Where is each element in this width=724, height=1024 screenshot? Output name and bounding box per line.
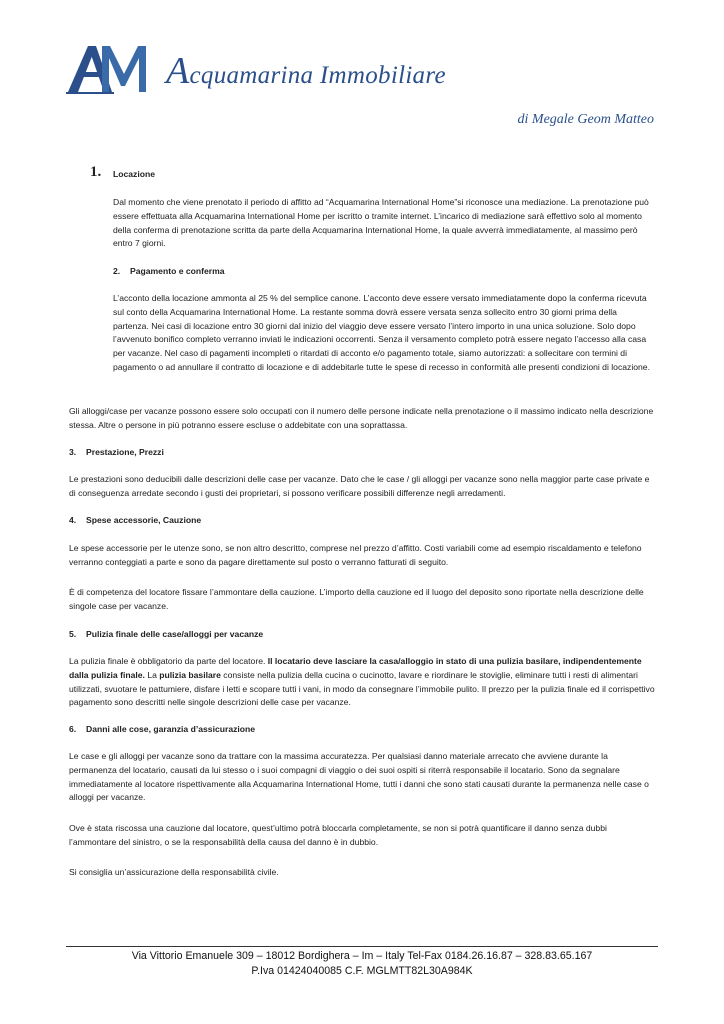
section-6-body-1: Le case e gli alloggi per vacanze sono da trattare con la massima accuratezza. Per qualsiasi danno materiale arrecato che avviene durante la permanenza del locatario, causati da lui stesso o i suoi compagni di viaggio o dei suoi ospiti si riterrà responsabile il locatario. Sono da segnalare immediatamente al locatore rispettivamente alla Acquamarina International Home, tutti i danni che sono stati causati durante la permanenza nelle case o alloggi per vacanze. xyxy=(69,751,649,803)
section-5-bold-1: Il locatario deve lasciare la casa/alloggio in stato di una pulizia basilare, indipendentemente dalla pulizia finale. xyxy=(69,656,642,680)
section-5-text-3: consiste nella pulizia della cucina o cucinotto, lavare e riordinare le stoviglie, eliminare tutti i resti di alimentari utilizzati, svuotare le pattumiere, disfare i letti e scopare tutti i vani, in modo da consegnare l’immobile pulito. Il prezzo per la pulizia finale ed il corrispettivo pagamento sono descritti nelle singole descrizioni delle case per vacanze. xyxy=(69,669,655,708)
brand-initial: A xyxy=(166,50,190,92)
section-5-heading xyxy=(69,628,263,642)
footer-divider xyxy=(66,946,658,947)
section-4-number: 4. xyxy=(69,515,77,525)
section-3-number: 3. xyxy=(69,447,77,457)
section-5-text-2: La xyxy=(144,669,160,680)
section-3-body: Le prestazioni sono deducibili dalle descrizioni delle case per vacanze. Dato che le case / gli alloggi per vacanze sono nella maggior parte case private e di conseguenza arredate secondo i gusti dei proprietari, si possono verificare possibili differenze negli arredamenti. xyxy=(69,474,650,498)
section-5-body xyxy=(69,655,655,710)
section-5-number: 5. xyxy=(69,629,77,639)
section-5-title: Pulizia finale delle case/alloggi per vacanze xyxy=(86,629,264,639)
section-4-body-1: Le spese accessorie per le utenze sono, se non altro descritto, comprese nel prezzo d’affitto. Costi variabili come ad esempio riscaldamento e telefono verranno conteggiati a parte e sono da pagare direttamente sul posto o verranno fatturati di seguito. xyxy=(69,543,642,567)
footer-tax-ids: P.Iva 01424040085 C.F. MGLMTT82L30A984K xyxy=(251,965,473,977)
section-3-title: Prestazione, Prezzi xyxy=(86,447,164,457)
company-owner: di Megale Geom Matteo xyxy=(517,112,654,127)
company-logo xyxy=(66,40,148,98)
section-6-body-3: Si consiglia un’assicurazione della responsabilità civile. xyxy=(69,867,279,877)
section-5-bold-2: pulizia basilare xyxy=(159,669,221,680)
section-5-text-1: La pulizia finale è obbligatorio da parte del locatore. xyxy=(69,656,268,666)
section-2-number: 2. xyxy=(113,266,121,276)
footer-address: Via Vittorio Emanuele 309 – 18012 Bordighera – Im – Italy Tel-Fax 0184.26.16.87 – 328.83.65.167 xyxy=(131,950,593,962)
section-2-body: L’acconto della locazione ammonta al 25 % del semplice canone. L’acconto deve essere versato immediatamente dopo la conferma ricevuta sul conto della Acquamarina International Home. La restante somma dovrà essere versata senza sollecito entro 30 giorni prima della partenza. Nei casi di locazione entro 30 giorni dal inizio del viaggio deve essere versato l’intero importo in una unica soluzione. Solo dopo l’avvenuto bonifico completo verranno inviati le indicazioni occorrenti. Senza il versamento completo potrà essere negato l’accesso alla casa per vacanze. Nel caso di pagamenti incompleti o ritardati di acconto e/o pagamento totale, siamo autorizzati: a sollecitare con termini di pagamento o ad annullare il contratto di locazione e di addebitarle tutte le spese di recesso in conformità alle presenti condizioni di locazione. xyxy=(113,293,650,372)
company-name xyxy=(166,52,446,90)
section-4-body-2: È di competenza del locatore fissare l’ammontare della cauzione. L’importo della cauzione ed il luogo del deposito sono riportate nella descrizione delle singole case per vacanze. xyxy=(69,587,644,611)
section-6-heading xyxy=(69,723,255,737)
occupancy-paragraph: Gli alloggi/case per vacanze possono essere solo occupati con il numero delle persone indicate nella prenotazione o il massimo indicato nella descrizione stessa. Altre o persone in più potranno essere escluse o addebitate con una soprattassa. xyxy=(69,406,654,430)
section-4-title: Spese accessorie, Cauzione xyxy=(86,515,202,525)
section-1-title: Locazione xyxy=(113,169,156,179)
section-6-number: 6. xyxy=(69,724,77,734)
brand-name-rest: cquamarina Immobiliare xyxy=(189,62,446,89)
section-4-heading xyxy=(69,514,201,528)
section-6-title: Danni alle cose, garanzia d’assicurazione xyxy=(86,724,256,734)
section-3-heading xyxy=(69,446,164,460)
section-6-body-2: Ove è stata riscossa una cauzione dal locatore, quest’ultimo potrà bloccarla completamente, se non si potrà quantificare il danno senza dubbi l’ammontare del sinistro, o se la responsabilità della causa del danno è in dubbio. xyxy=(69,823,607,847)
section-2-title: Pagamento e conferma xyxy=(130,266,225,276)
section-1-body: Dal momento che viene prenotato il periodo di affitto ad “Acquamarina International Home”si riconosce una mediazione. La prenotazione può essere effettuata alla Acquamarina International Home per iscritto o tramite internet. L’incarico di mediazione sarà effettivo solo al momento della conferma di prenotazione scritta da parte della Acquamarina International Home, la quale avverrà immediatamente, al massimo però entro 7 giorni. xyxy=(113,197,649,249)
section-2-heading xyxy=(113,265,225,279)
section-1-number: 1. xyxy=(90,164,102,180)
